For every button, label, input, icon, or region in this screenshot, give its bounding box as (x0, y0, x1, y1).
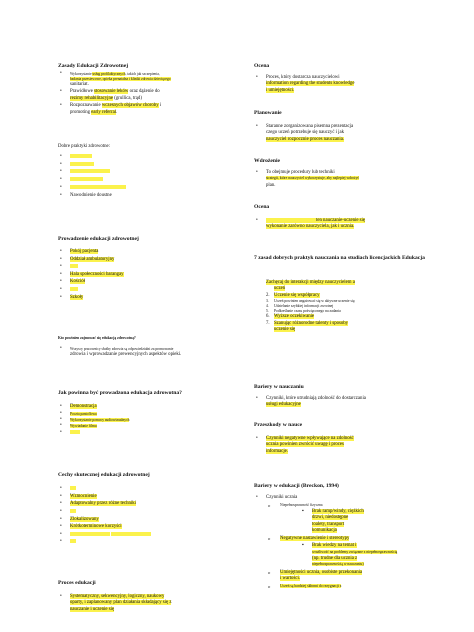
list-item: • Czynniki negatywne wpływające na zdolność ucznia powinien zwrócić uwagę i proces informacje. (260, 436, 354, 455)
list-item: • Prawidłowe stosowanie leków oraz dążenie do rezimy rehabilitacyjne (grullica, trąd) (64, 89, 171, 102)
list-item: • Czynniki ucznia (260, 495, 440, 501)
section-title-zasady: Zasady Edukacji Zdrowotnej (58, 63, 129, 69)
list-item: • Nawodnienie doustne (64, 193, 126, 199)
list-item: o Niepełnosprawność fizyczna (274, 503, 440, 508)
wdrozenie-list (260, 170, 359, 190)
breckon-list (260, 495, 440, 590)
list-item: • Systematyczny, sekwencyjny, logiczny, naukowy oparty, i zaplanowany plan działania składający się z nauczanie i uczenie się (64, 594, 171, 613)
list-item: 6. Wyższe oczekiwanie (266, 314, 315, 320)
ocena2-list (260, 218, 365, 232)
praktyki-title: Dobre praktyki zdrowotne: (58, 144, 110, 149)
section-title-ocena-2: Ocena (254, 204, 270, 210)
przeszkody-list (260, 436, 354, 456)
cechy-list (64, 486, 151, 547)
list-item: • Adaptowalny przez różne techniki (64, 501, 151, 507)
praktyki-list (64, 154, 126, 200)
section-title-7-zasad: 7 zasad dobrych praktyk nauczania na studiach licencjackich Edukacja (254, 255, 425, 261)
list-item: • Kościół (64, 279, 124, 285)
kto-list (64, 347, 181, 359)
list-item: • Wzmocnienie (64, 494, 151, 500)
section-title-przeszkody: Przeszkody w nauce (254, 422, 303, 428)
list-item: • Poczta pantoflowa (64, 412, 129, 417)
list-item: • Zlokalizowany (64, 517, 151, 523)
jak-list (64, 404, 129, 437)
list-item (64, 264, 124, 271)
list-item: • Rozpoznawanie wczesnych objawów choroby i promoting early referral. (64, 103, 171, 116)
list-item: • Demonstracja (64, 404, 129, 410)
proces-list (64, 594, 171, 614)
list-item: • Wywiadanie filmu (64, 424, 129, 429)
list-item (64, 539, 151, 546)
list-item (64, 532, 151, 539)
section-title-bariery: Bariery w nauczaniu (254, 384, 304, 390)
list-item: o Uczeń są bardziej skłonni do rezygnacji z (274, 584, 440, 589)
list-item: • Czynniki, które utrudniają zdolność do dostarczania usługi edukacyjne (260, 396, 366, 409)
list-item: • Wszyscy pracownicy służby zdrowia są odpowiedzialni za promowanie zdrowia i wprowadzanie prewencyjnych aspektów opieki. (64, 347, 181, 358)
prowadzenie-list (64, 249, 124, 302)
zasad7-list: Zachęcaj do interakcji między nauczycielem a uczeń 2. Uczenie się współpracy 3. Uczeń powinien angażować się w aktywne uczenie się 4. Udzielanie szybkiej informacji zwrotnej 5. Podkreślanie czasu poświęconego na zadania 6. Wyższe oczekiwanie 7. Szanując różnorodne talenty i sposoby uczenie się (254, 280, 438, 333)
list-item (64, 287, 124, 294)
section-title-proces: Proces edukacji (58, 580, 96, 586)
list-item: • Wykorzystanie usług profilaktycznych, takich jak szczepienia, badania przesiewowe, opieka prenatalna i kliniki zdrowia dziecięcego sanitariat. (64, 72, 171, 88)
section-title-cechy: Cechy skutecznej edukacji zdrowotnej (58, 472, 150, 478)
list-item: ▪ Brak wiedzy na temat i wrażliwość na problemy związane z niepełnosprawnością (np. trudne dla ucznia z niepełnosprawnością w nauczaniu) (306, 543, 440, 569)
list-item: • To obejmuje procedury lub techniki strategii, które nauczyciel wykorzystuje, aby najlepiej wdrożyć plan. (260, 170, 359, 189)
list-item: • Oddział ambulatoryjny (64, 257, 124, 263)
list-item (64, 430, 129, 437)
list-item (64, 177, 126, 184)
list-item: uczenie się (274, 327, 296, 333)
list-item (64, 162, 126, 169)
zasady-list (64, 72, 171, 117)
bariery-list (260, 396, 366, 410)
list-item: 3. Uczeń powinien angażować się w aktywne uczenie się (266, 299, 355, 304)
ocena-list (260, 75, 354, 95)
list-item: • Staranne zorganizowana pisemna prezentacja czego uczeń potrzebuje się nauczyć i jak nauczyciel rozpocznie proces nauczania. (260, 124, 353, 143)
section-title-prowadzenie: Prowadzenie edukacji zdrowotnej (58, 236, 139, 242)
list-item: 2. Uczenie się współpracy (266, 292, 320, 298)
list-item (64, 154, 126, 161)
list-item: • ten nauczanie-uczenie się wykonanie zarówno nauczyciela, jak i ucznia. (260, 218, 365, 231)
list-item: • Hala społeczności barangay (64, 272, 124, 278)
list-item: • Wykorzystanie pomocy audiowizualnych (64, 418, 129, 423)
section-title-kto: Kto powinien zajmować się edukacją zdrowotną? (58, 336, 136, 340)
list-item: 4. Udzielanie szybkiej informacji zwrotnej (266, 304, 334, 309)
list-item: • Proces, który dostarcza nauczycielowi information regarding the students knowledge i umiejętności. (260, 75, 354, 94)
list-item (64, 509, 151, 516)
list-item: ▪ Brak ramp/windy, ciężkich drzwi, niedostępne toalety, transport komunikacja (306, 509, 440, 535)
zasad7-intro: Zachęcaj do interakcji między nauczycielem a (266, 280, 355, 285)
list-item: • Szkoły (64, 295, 124, 301)
list-item: 7. Szanując różnorodne talenty i sposoby (266, 320, 349, 326)
list-item: o Umiejętności ucznia, osobiste przekonania i wartości. (274, 570, 440, 583)
list-item: • Pokój pacjenta (64, 249, 124, 255)
section-title-breckon: Bariery w edukacji (Breckon, 1994) (254, 483, 339, 489)
list-item (64, 486, 151, 493)
section-title-planowanie: Planowanie (254, 110, 282, 116)
section-title-wdrozenie: Wdrożenie (254, 158, 280, 164)
section-title-jak: Jak powinna być prowadzona edukacja zdrowotna? (58, 390, 182, 396)
planowanie-list (260, 124, 353, 144)
list-item: 5. Podkreślanie czasu poświęconego na zadania (266, 309, 341, 314)
list-item (64, 169, 126, 176)
list-item (64, 185, 126, 192)
list-item: • Krótkoterminowe korzyści (64, 524, 151, 530)
list-item: o Negatywne nastawienie i stereotypy (274, 536, 440, 542)
section-title-ocena: Ocena (254, 63, 270, 69)
